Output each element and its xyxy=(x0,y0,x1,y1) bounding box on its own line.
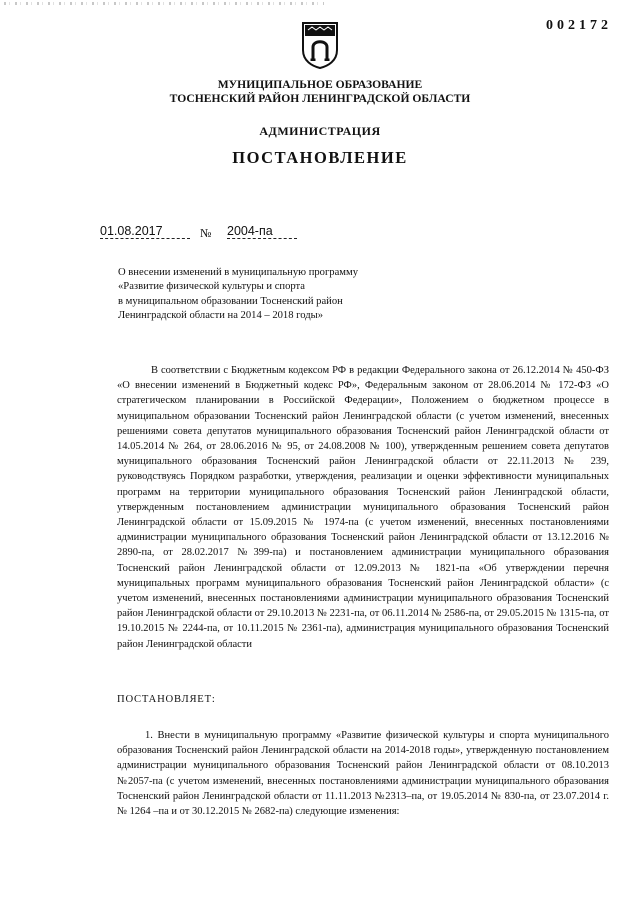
item-1-paragraph: 1. Внести в муниципальную программу «Развитие физической культуры и спорта муниципального образования Тосненский район Ленинградской области на 2014-2018 годы», утвержденную постановлением администрации муниципального образования Тосненский район Ленинградской области от 08.10.2013 №2057-па (с учетом изменений, внесенных постановлениями администрации муниципального образования Тосненский район Ленинградской области от 11.11.2013 №2313–па, от 19.05.2014 № 830-па, от 23.07.2014 г. № 1264 –па и от 30.12.2015 № 2682-па) следующие изменения: xyxy=(117,730,609,818)
org-line-2: ТОСНЕНСКИЙ РАЙОН ЛЕНИНГРАДСКОЙ ОБЛАСТИ xyxy=(169,92,471,105)
decree-number: 2004-па xyxy=(227,224,297,239)
subject-line: О внесении изменений в муниципальную программу xyxy=(118,267,359,278)
decree-subject xyxy=(118,266,418,324)
scan-artifact xyxy=(4,2,324,5)
preamble-paragraph: В соответствии с Бюджетным кодексом РФ в редакции Федерального закона от 26.12.2014 № 450-ФЗ «О внесении изменений в Бюджетный кодекс РФ», Федеральным законом от 28.06.2014 № 172-ФЗ «О стратегическом планировании в Российской Федерации», Положением о бюджетном процессе в муниципальном образовании Тосненский район Ленинградской области (с учетом изменений, внесенных решениями совета депутатов муниципального образования Тосненский район Ленинградской области от 14.05.2014 № 264, от 28.06.2016 № 95, от 24.08.2008 № 100), утвержденным решением совета депутатов муниципального образования Тосненский район Ленинградской области от 22.11.2013 № 239, руководствуясь Порядком разработки, утверждения, реализации и оценки эффективности муниципальных программ на территории муниципального образования Тосненский район Ленинградской области, утвержденным постановлением администрации муниципального образования Тосненский район Ленинградской области от 15.09.2015 № 1974-па (с учетом изменений, внесенных постановлениями администрации муниципального образования Тосненский район Ленинградской области от 13.12.2016 № 2890-па, от 28.02.2017 №399-па) и постановлением администрации муниципального образования Тосненский район Ленинградской области от 12.09.2013 № 1821-па «Об утверждении перечня муниципальных программ муниципального образования Тосненский район Ленинградской области» (с учетом изменений, внесенных постановлениями администрации муниципального образования Тосненский район Ленинградской области от 29.10.2013 № 2231-па, от 06.11.2014 № 2586-па, от 29.05.2015 № 1315-па, от 19.10.2015 № 2244-па, от 10.11.2015 № 2361-па), администрация муниципального образования Тосненский район Ленинградской области xyxy=(117,365,609,650)
coat-of-arms-icon xyxy=(300,20,340,70)
decree-title: ПОСТАНОВЛЕНИЕ xyxy=(232,148,408,167)
subject-line: Ленинградской области на 2014 – 2018 годы» xyxy=(118,310,324,322)
org-line-1: МУНИЦИПАЛЬНОЕ ОБРАЗОВАНИЕ xyxy=(217,78,423,91)
document-serial-number: 002172 xyxy=(546,18,612,33)
resolve-heading: ПОСТАНОВЛЯЕТ: xyxy=(117,694,216,705)
subject-line: «Развитие физической культуры и спорта xyxy=(118,281,305,293)
subject-line: в муниципальном образовании Тосненский район xyxy=(118,295,343,307)
administration-heading: АДМИНИСТРАЦИЯ xyxy=(259,124,381,138)
decree-date: 01.08.2017 xyxy=(100,224,190,239)
number-sign: № xyxy=(200,226,212,240)
organization-name xyxy=(0,78,640,106)
